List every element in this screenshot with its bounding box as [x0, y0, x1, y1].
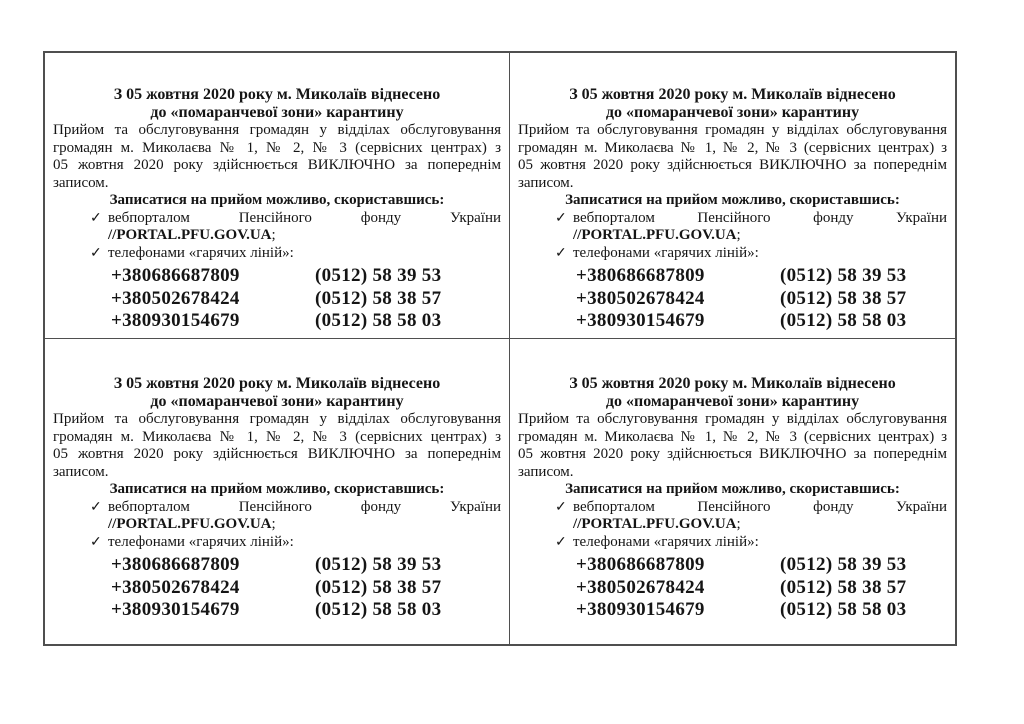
card-title-line2: до «помаранчевої зони» карантину	[605, 393, 860, 410]
signup-heading: Записатися на прийом можливо, скориставшись:	[565, 192, 900, 208]
paragraph-line: 05 жовтня 2020 року здійснюється ВИКЛЮЧНО за попереднім	[53, 157, 501, 173]
bullet-webportal	[53, 210, 501, 245]
notice-card	[510, 53, 955, 339]
mobile-number: +380502678424	[576, 576, 705, 598]
paragraph-line: громадян м. Миколаєва № 1, № 2, № 3 (сервісних центрах) з	[53, 428, 501, 445]
bullet-webportal-text	[573, 210, 947, 245]
mobile-number: +380930154679	[111, 310, 240, 331]
bullet-hotlines-text	[108, 245, 501, 263]
hotlines-label: телефонами «гарячих ліній»:	[573, 244, 759, 261]
landline-number: (0512) 58 38 57	[315, 576, 442, 598]
landline-number: (0512) 58 58 03	[780, 310, 907, 331]
paragraph-line: 05 жовтня 2020 року здійснюється ВИКЛЮЧНО за попереднім	[518, 446, 947, 462]
bullet-hotlines	[53, 245, 501, 263]
paragraph-line: записом.	[53, 463, 109, 480]
card-title	[53, 86, 501, 122]
checkmark-icon: ✓	[555, 210, 567, 226]
paragraph-line: Прийом та обслуговування громадян у відділах обслуговування	[518, 411, 947, 427]
bullet-hotlines	[518, 245, 947, 263]
mobile-number: +380502678424	[576, 287, 705, 309]
phone-row	[111, 310, 501, 333]
phone-list	[53, 265, 501, 333]
hotlines-label: телефонами «гарячих ліній»:	[108, 244, 294, 261]
phone-row	[111, 288, 501, 311]
mobile-number: +380930154679	[576, 599, 705, 620]
checkmark-icon: ✓	[90, 210, 102, 226]
landline-number: (0512) 58 58 03	[780, 599, 907, 620]
webportal-line: вебпорталом Пенсійного фонду України	[108, 209, 501, 226]
card-title-line2: до «помаранчевої зони» карантину	[150, 104, 404, 121]
portal-url-line	[108, 516, 501, 534]
mobile-number: +380686687809	[576, 554, 705, 575]
bullet-webportal	[518, 499, 947, 534]
paragraph-line: Прийом та обслуговування громадян у відділах обслуговування	[53, 411, 501, 427]
portal-url-suffix: ;	[736, 227, 741, 243]
portal-url-line	[573, 516, 947, 534]
bullet-webportal	[518, 210, 947, 245]
phone-row	[111, 577, 501, 600]
webportal-line: вебпорталом Пенсійного фонду України	[108, 498, 501, 515]
signup-heading: Записатися на прийом можливо, скориставшись:	[565, 481, 900, 497]
card-paragraph	[518, 122, 947, 192]
portal-url-suffix: ;	[271, 227, 276, 243]
portal-url-suffix: ;	[271, 516, 276, 532]
mobile-number: +380502678424	[111, 576, 240, 598]
bullet-hotlines-text	[108, 534, 501, 552]
card-title	[53, 375, 501, 411]
bullet-hotlines-text	[573, 534, 947, 552]
paragraph-line: 05 жовтня 2020 року здійснюється ВИКЛЮЧНО за попереднім	[53, 446, 501, 462]
bullet-webportal	[53, 499, 501, 534]
paragraph-line: громадян м. Миколаєва № 1, № 2, № 3 (сервісних центрах) з	[518, 428, 947, 445]
paragraph-line: записом.	[53, 174, 109, 191]
card-title	[518, 86, 947, 122]
card-paragraph	[53, 411, 501, 481]
paragraph-line: громадян м. Миколаєва № 1, № 2, № 3 (сервісних центрах) з	[53, 139, 501, 156]
card-paragraph	[518, 411, 947, 481]
phone-list	[518, 265, 947, 333]
mobile-number: +380502678424	[111, 287, 240, 309]
signup-heading: Записатися на прийом можливо, скориставшись:	[109, 481, 445, 497]
landline-number: (0512) 58 39 53	[780, 554, 907, 575]
bullet-hotlines	[518, 534, 947, 552]
hotlines-label: телефонами «гарячих ліній»:	[573, 533, 759, 550]
card-title-line2: до «помаранчевої зони» карантину	[605, 104, 860, 121]
bullet-hotlines-text	[573, 245, 947, 263]
mobile-number: +380686687809	[111, 265, 240, 286]
mobile-number: +380686687809	[576, 265, 705, 286]
phone-list	[518, 554, 947, 622]
phone-row	[576, 310, 947, 333]
card-title	[518, 375, 947, 411]
portal-url-suffix: ;	[736, 516, 741, 532]
portal-url: //PORTAL.PFU.GOV.UA	[573, 227, 737, 243]
paragraph-line: Прийом та обслуговування громадян у відділах обслуговування	[53, 122, 501, 138]
bullet-webportal-text	[573, 499, 947, 534]
hotlines-label: телефонами «гарячих ліній»:	[108, 533, 294, 550]
signup-heading: Записатися на прийом можливо, скориставшись:	[109, 192, 445, 208]
bullet-webportal-text	[108, 499, 501, 534]
phone-row	[111, 554, 501, 577]
paragraph-line: громадян м. Миколаєва № 1, № 2, № 3 (сервісних центрах) з	[518, 139, 947, 156]
landline-number: (0512) 58 39 53	[780, 265, 907, 286]
landline-number: (0512) 58 38 57	[780, 287, 907, 309]
checkmark-icon: ✓	[90, 534, 102, 550]
landline-number: (0512) 58 39 53	[315, 265, 442, 286]
phone-list	[53, 554, 501, 622]
landline-number: (0512) 58 38 57	[315, 287, 442, 309]
portal-url: //PORTAL.PFU.GOV.UA	[573, 516, 737, 532]
mobile-number: +380686687809	[111, 554, 240, 575]
paragraph-line: Прийом та обслуговування громадян у відділах обслуговування	[518, 122, 947, 138]
checkmark-icon: ✓	[90, 499, 102, 515]
mobile-number: +380930154679	[576, 310, 705, 331]
phone-row	[576, 288, 947, 311]
mobile-number: +380930154679	[111, 599, 240, 620]
paragraph-line: записом.	[518, 174, 574, 191]
portal-url-line	[108, 227, 501, 245]
bullet-webportal-text	[108, 210, 501, 245]
card-title-line1: З 05 жовтня 2020 року м. Миколаїв віднесено	[113, 375, 441, 392]
landline-number: (0512) 58 58 03	[315, 599, 442, 620]
portal-url: //PORTAL.PFU.GOV.UA	[108, 227, 272, 243]
card-title-line1: З 05 жовтня 2020 року м. Миколаїв віднесено	[569, 375, 896, 392]
card-title-line1: З 05 жовтня 2020 року м. Миколаїв віднесено	[113, 86, 441, 103]
landline-number: (0512) 58 58 03	[315, 310, 442, 331]
checkmark-icon: ✓	[555, 499, 567, 515]
portal-url: //PORTAL.PFU.GOV.UA	[108, 516, 272, 532]
phone-row	[576, 265, 947, 288]
paragraph-line: записом.	[518, 463, 574, 480]
phone-row	[576, 554, 947, 577]
card-title-line2: до «помаранчевої зони» карантину	[150, 393, 404, 410]
landline-number: (0512) 58 39 53	[315, 554, 442, 575]
checkmark-icon: ✓	[555, 245, 567, 261]
phone-row	[111, 599, 501, 622]
checkmark-icon: ✓	[90, 245, 102, 261]
landline-number: (0512) 58 38 57	[780, 576, 907, 598]
portal-url-line	[573, 227, 947, 245]
phone-row	[111, 265, 501, 288]
card-paragraph	[53, 122, 501, 192]
phone-row	[576, 577, 947, 600]
notice-card	[45, 53, 510, 339]
notice-card	[45, 339, 510, 644]
webportal-line: вебпорталом Пенсійного фонду України	[573, 209, 947, 226]
phone-row	[576, 599, 947, 622]
checkmark-icon: ✓	[555, 534, 567, 550]
notice-card	[510, 339, 955, 644]
notice-grid	[43, 51, 957, 646]
bullet-hotlines	[53, 534, 501, 552]
webportal-line: вебпорталом Пенсійного фонду України	[573, 498, 947, 515]
card-title-line1: З 05 жовтня 2020 року м. Миколаїв віднесено	[569, 86, 896, 103]
paragraph-line: 05 жовтня 2020 року здійснюється ВИКЛЮЧНО за попереднім	[518, 157, 947, 173]
